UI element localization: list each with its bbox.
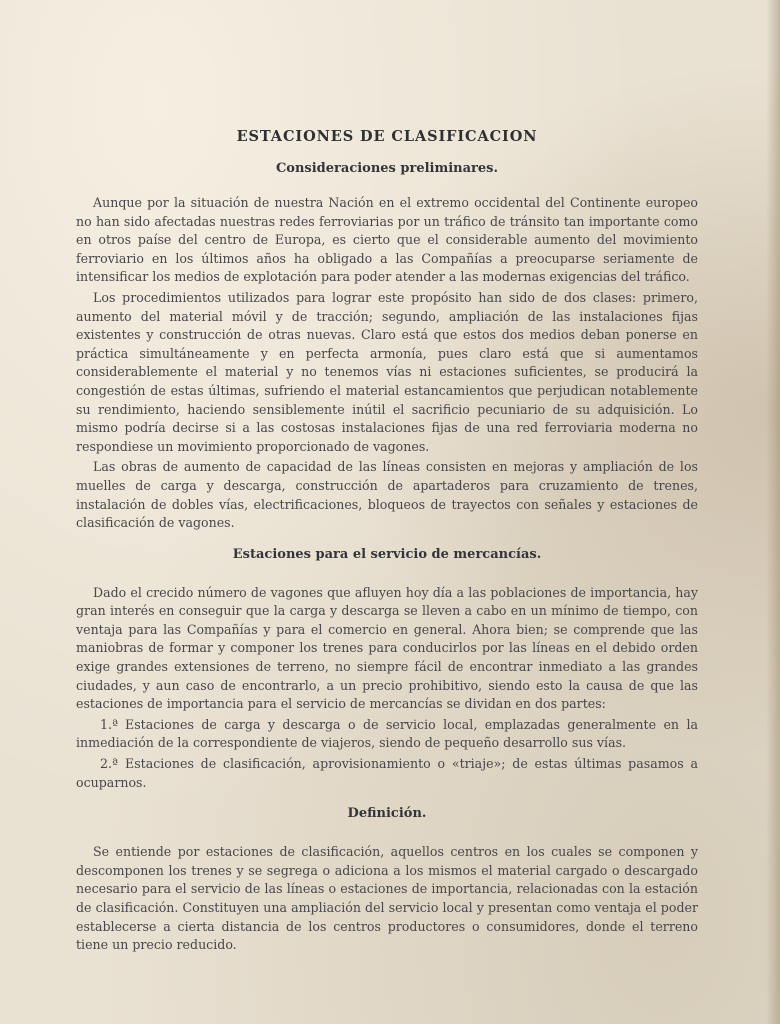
document-page [76,128,698,955]
paragraph-intro-1: Aunque por la situación de nuestra Nación en el extremo occidental del Continente europeo no han sido afectadas nuestras redes ferroviarias por un tráfico de tránsito tan importante como en otros paíse del centro de Europa, es cierto que el considerable aumento del movimiento ferroviario en los últimos años ha obligado a las Compañías a preocuparse seriamente de intensificar los medios de explotación para poder atender a las modernas exigencias del tráfico. [76,195,698,285]
list-item-1 [76,716,698,753]
section-heading-preliminary: Consideraciones preliminares. [275,161,499,176]
page-edge-shadow [766,0,780,1024]
paragraph-goods: Dado el crecido número de vagones que afluyen hoy día a las poblaciones de importancia, hay gran interés en conseguir que la carga y descarga se lleven a cabo en un mínimo de tiempo, con ventaja para las Compañías y para el comercio en general. Ahora bien; se comprende que las maniobras de formar y componer los trenes para conducirlos por las líneas en el debido orden exige grandes extensiones de terreno, no siempre fácil de encontrar inmediato a las grandes ciudades, y aun caso de encontrarlo, a un precio prohibitivo, siendo esto la causa de que las estaciones de importancia para el servicio de mercancías se dividan en dos partes: [76,584,698,712]
list-text-2: Estaciones de clasificación, aprovisionamiento o «triaje»; de estas últimas pasamos a ocuparnos. [76,756,698,790]
list-item-2 [76,755,698,792]
list-marker-2: 2.ª [100,756,118,772]
section-heading-definition: Definición. [347,806,427,822]
section-heading-goods: Estaciones para el servicio de mercancías. [232,546,542,562]
paragraph-intro-3: Las obras de aumento de capacidad de las líneas consisten en mejoras y ampliación de los muelles de carga y descarga, construcción de apartaderos para cruzamiento de trenes, instalación de dobles vías, electrificaciones, bloqueos de trayectos con señales y estaciones de clasificación de vagones. [76,459,698,531]
paragraph-intro-2: Los procedimientos utilizados para lograr este propósito han sido de dos clases: primero, aumento del material móvil y de tracción; segundo, ampliación de las instalaciones fijas existentes y construcción de otras nuevas. Claro está que estos dos medios deban ponerse en práctica simultáneamente y en perfecta armonía, pues claro está que si aumentamos considerablemente el material y no tenemos vías ni estaciones suficientes, se producirá la congestión de estas últimas, sufriendo el material estancamientos que perjudican notablemente su rendimiento, haciendo sensiblemente inútil el sacrificio pecuniario de su adquisición. Lo mismo podría decirse si a las costosas instalaciones fijas de una red ferroviaria moderna no respondiese un movimiento proporcionado de vagones. [76,289,698,454]
paragraph-definition: Se entiende por estaciones de clasificación, aquellos centros en los cuales se componen y descomponen los trenes y se segrega o adiciona a los mismos el material cargado o descargado necesario para el servicio de las líneas o estaciones de importancia, relacionadas con la estación de clasificación. Constituyen una ampliación del servicio local y presentan como ventaja el poder establecerse a cierta distancia de los centros productores o consumidores, donde el terreno tiene un precio reducido. [76,844,698,953]
list-marker-1: 1.ª [100,716,118,732]
list-text-1: Estaciones de carga y descarga o de servicio local, emplazadas generalmente en la inmediación de la correspondiente de viajeros, siendo de pequeño desarrollo sus vías. [76,716,698,751]
document-title: ESTACIONES DE CLASIFICACION [236,128,538,145]
